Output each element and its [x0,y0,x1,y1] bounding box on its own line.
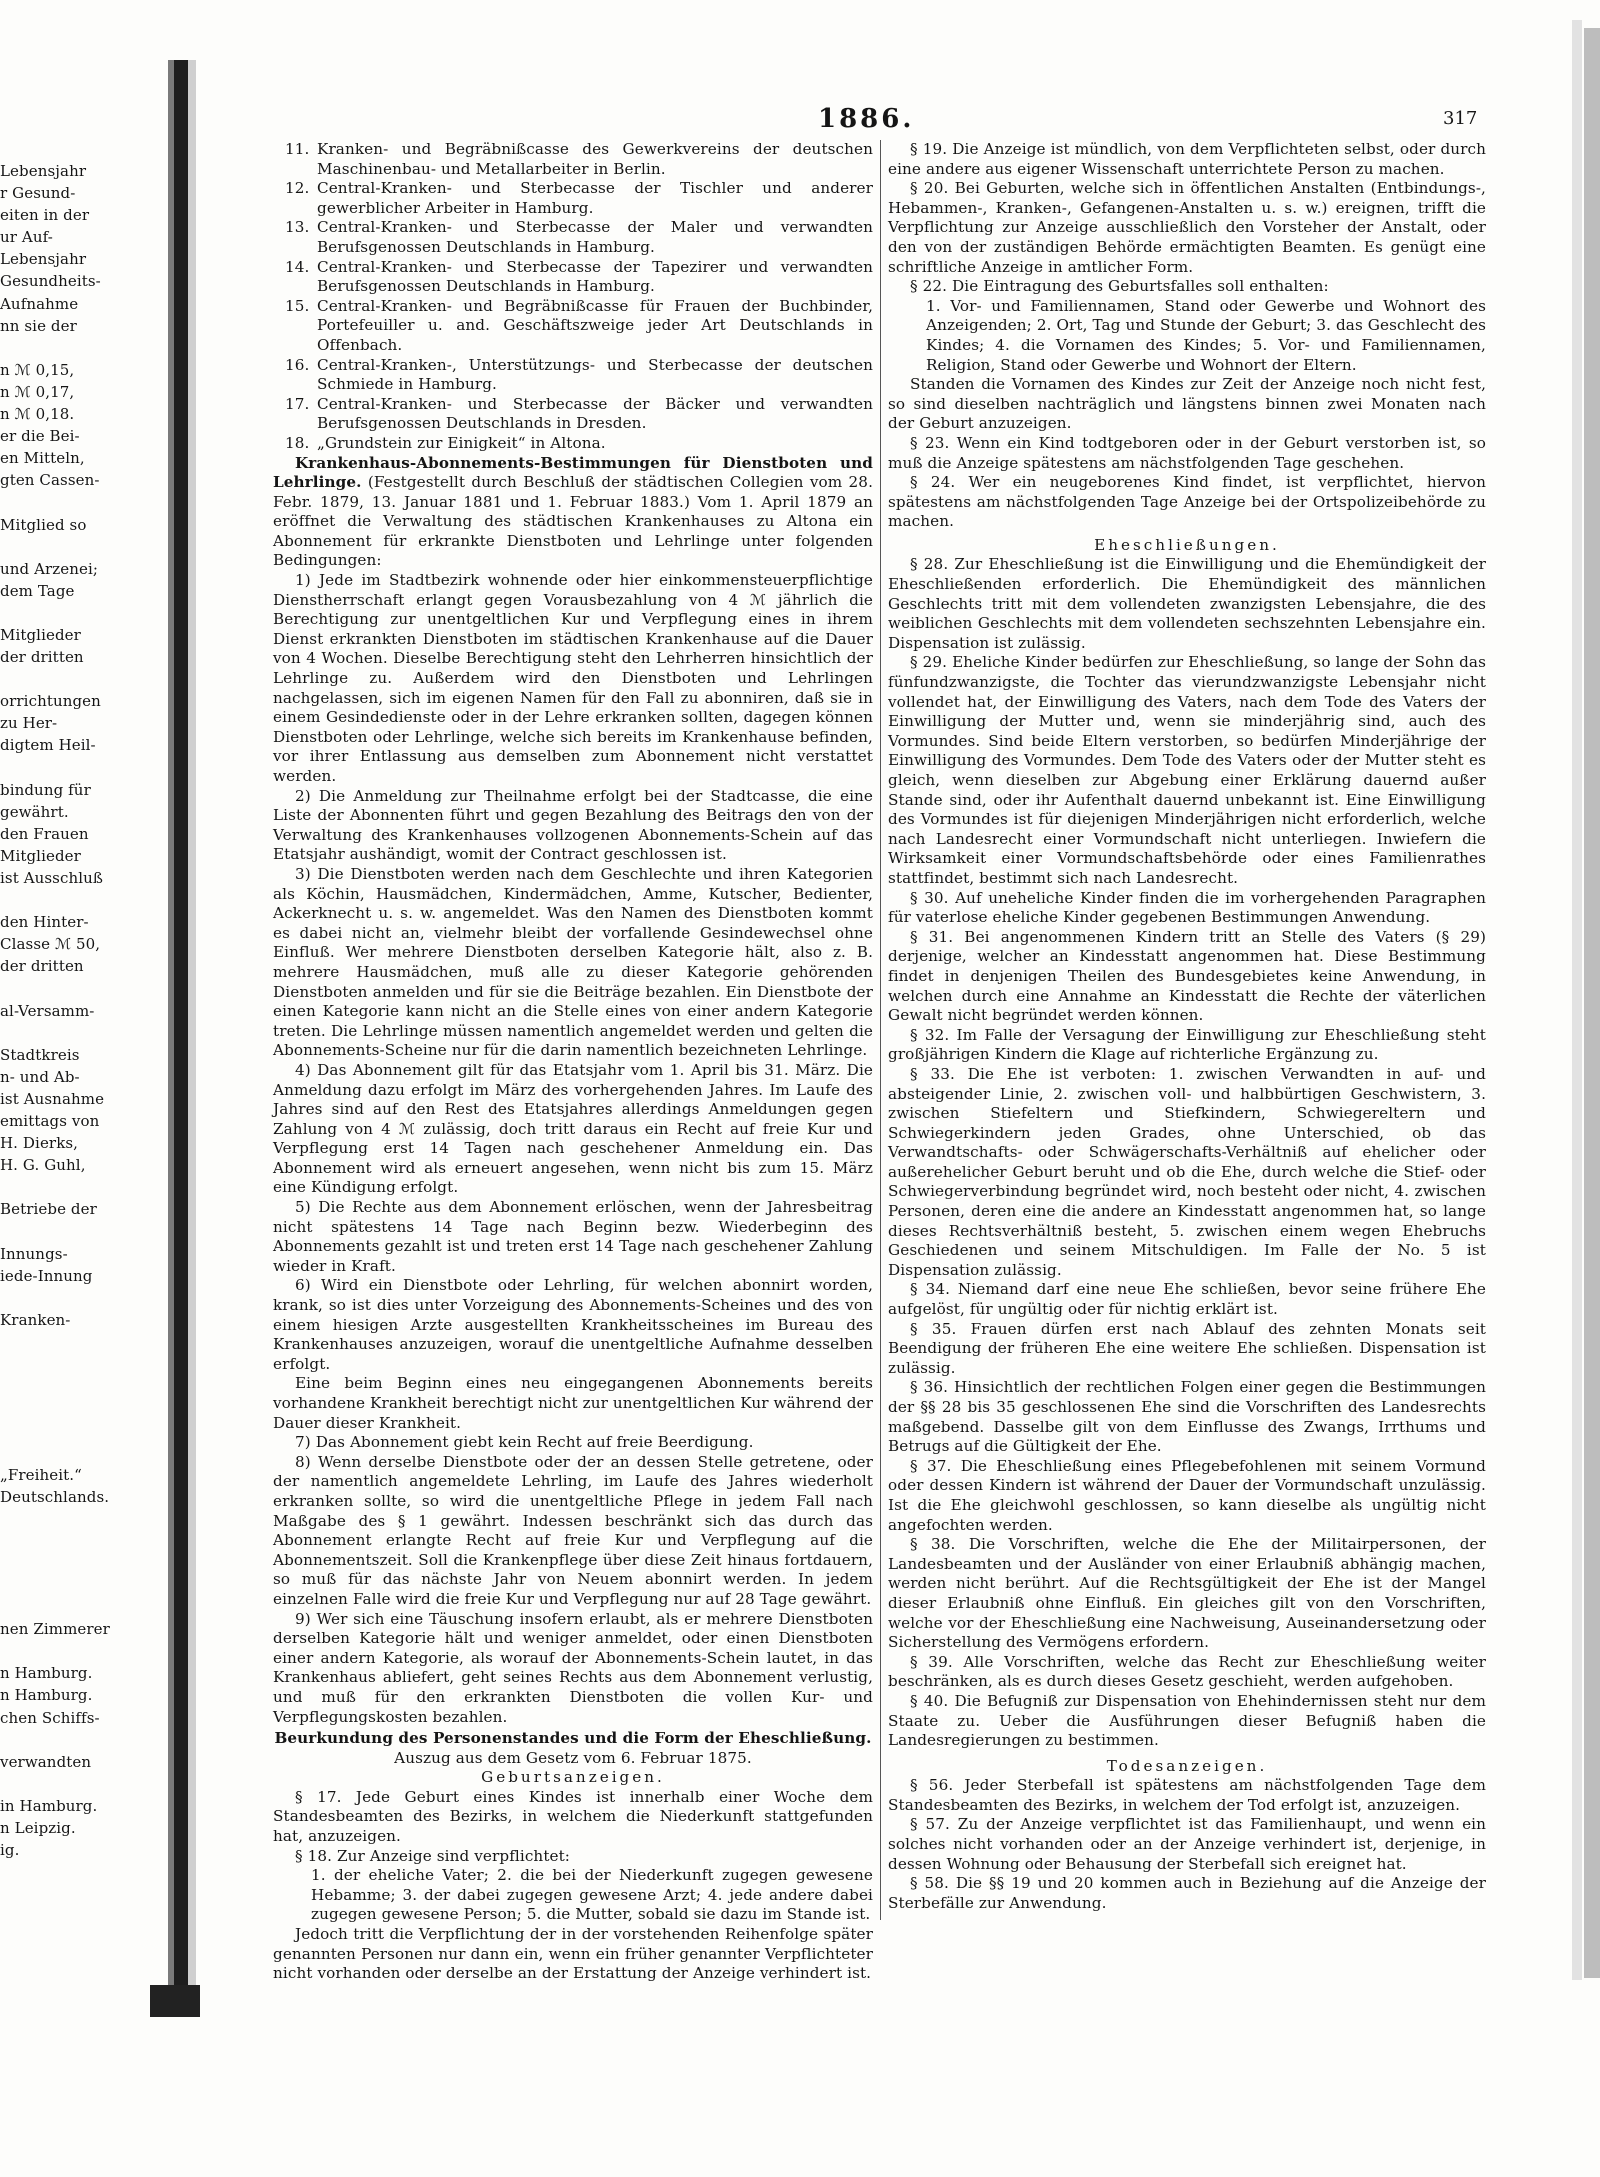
fragment-line [0,1221,118,1243]
ehe-paragraph: § 35. Frauen dürfen erst nach Ablauf des zehnten Monats seit Beendigung der früheren Ehe eine weitere Ehe schließen. Dispensation ist zulässig. [888,1319,1486,1377]
list-item-text: Central-Kranken- und Sterbecasse der Tapezirer und verwandten Berufsgenossen Deutschlands in Hamburg. [317,257,873,296]
fragment-line: n Hamburg. [0,1686,93,1705]
fragment-line: Classe ℳ 50, [0,935,101,954]
fragment-line [0,1640,118,1662]
fragment-line [0,1397,118,1419]
fragment-line: Betriebe der [0,1200,97,1219]
list-item-number: 14. [285,257,310,276]
list-item-text: Central-Kranken- und Sterbecasse der Maler und verwandten Berufsgenossen Deutschlands in Hamburg. [317,218,873,256]
para18-list: 1. der eheliche Vater; 2. die bei der Niederkunft zugegen gewesene Hebamme; 3. der dabei zugegen gewesene Arzt; 4. jede andere dabei zugegen gewesene Person; 5. die Mutter, sobald sie dazu im Stande ist. [311,1866,873,1924]
fragment-line: der dritten [0,957,84,976]
fragment-line [0,1530,118,1552]
krankenhaus-paragraph: 7) Das Abonnement giebt kein Recht auf freie Beerdigung. [295,1433,754,1452]
geburts-paragraph: Standen die Vornamen des Kindes zur Zeit der Anzeige noch nicht fest, so sind dieselben nachträglich und längstens binnen zwei Monaten nach der Geburt anzuzeigen. [888,375,1486,433]
fragment-line [0,757,118,779]
geburts-paragraph: § 20. Bei Geburten, welche sich in öffentlichen Anstalten (Entbindungs-, Hebammen-, Kranken-, Gefangenen-Anstalten u. s. w.) ereignen, trifft die Verpflichtung zur Anzeige ausschließlich den Vorsteher der Anstalt, oder den von der zuständigen Behörde ermächtigten Beamten. Es genügt eine schriftliche Anzeige in amtlicher Form. [888,179,1486,276]
ehe-paragraph: § 29. Eheliche Kinder bedürfen zur Eheschließung, so lange der Sohn das fünfundzwanzigste, die Tochter das vierundzwanzigste Lebensjahr nicht vollendet hat, der Einwilligung des Vaters, nach dem Tode des Vaters der Einwilligung der Mutter und, wenn sie minderjährig sind, auch des Vormundes. Sind beide Eltern verstorben, so bedürfen Minderjährige der Einwilligung des Vormundes. Dem Tode des Vaters oder der Mutter steht es gleich, wenn dieselben zur Abgebung einer Erklärung dauernd außer Stande sind, oder ihr Aufenthalt dauernd unbekannt ist. Eine Einwilligung des Vormundes ist für diejenigen Minderjährigen nicht erforderlich, welche nach Landesrecht einer Vormundschaft nicht unterliegen. Inwiefern die Wirksamkeit einer Vormundschaftsbehörde oder eines Familienrathes stattfindet, bestimmt sich nach Landesrecht. [888,653,1486,887]
krankenhaus-rules [273,571,873,1727]
fragment-line: Lebensjahr [0,250,87,269]
fragment-line [0,1331,118,1353]
fragment-line [0,1419,118,1441]
list-item-number: 18. [285,433,310,452]
fragment-line [0,1773,118,1795]
fragment-line: den Hinter- [0,913,89,932]
fragment-line: orrichtungen [0,692,101,711]
krankenhaus-paragraph: 4) Das Abonnement gilt für das Etatsjahr vom 1. April bis 31. März. Die Anmeldung dazu erfolgt im März des vorhergehenden Jahres. Im Laufe des Jahres sind auf den Rest des Etatsjahres allerdings Anmeldungen gegen Zahlung von 4 ℳ zulässig, doch tritt daraus ein Recht auf freie Kur und Verpflegung erst 14 Tagen nach geschehener Anmeldung ein. Das Abonnement wird als erneuert angesehen, wenn nicht bis zum 15. März eine Kündigung erfolgt. [273,1060,873,1197]
scan-artifact [150,1985,200,2017]
ehe-paragraph: § 31. Bei angenommenen Kindern tritt an Stelle des Vaters (§ 29) derjenige, welcher an Kindesstatt angenommen hat. Diese Bestimmung findet in denjenigen Theilen des Bundesgebietes keine Anwendung, in welchen durch eine Annahme an Kindesstatt die Rechte der väterlichen Gewalt nicht begründet werden können. [888,927,1486,1025]
list-item [273,297,873,356]
column-rule [880,140,881,1920]
krankenhaus-intro-paragraph [273,454,873,572]
krankenhaus-paragraph: 5) Die Rechte aus dem Abonnement erlöschen, wenn der Jahresbeitrag nicht spätestens 14 Tage nach Beginn bezw. Wiederbeginn des Abonnements gezahlt ist und treten erst 14 Tage nach geschehener Zahlung wieder in Kraft. [273,1198,873,1275]
fragment-line [0,668,118,690]
fragment-line [0,491,118,513]
geburts-paragraph: § 19. Die Anzeige ist mündlich, von dem Verpflichteten selbst, oder durch eine andere aus eigener Wissenschaft unterrichtete Person zu machen. [888,140,1486,178]
todesanzeigen-paragraphs [888,1776,1486,1913]
fragment-line: Aufnahme [0,294,79,313]
fragment-line: nen Zimmerer [0,1620,110,1639]
krankenhaus-heading: Krankenhaus-Abonnements-Bestimmungen für Dienstboten und Lehrlinge. [273,453,873,492]
list-item [273,356,873,395]
geburtsanzeigen-paragraphs [273,1788,873,1866]
fragment-line: n ℳ 0,18. [0,405,75,424]
krankenhaus-paragraph: Eine beim Beginn eines neu eingegangenen Abonnements bereits vorhandene Krankheit berechtigt nicht zur unentgeltlichen Kur während der Dauer dieser Krankheit. [273,1374,873,1432]
fragment-line: Mitglied so [0,515,87,534]
krankenhaus-paragraph: 3) Die Dienstboten werden nach dem Geschlechte und ihren Kategorien als Köchin, Hausmädchen, Kindermädchen, Amme, Kutscher, Bedienter, Ackerknecht u. s. w. angemeldet. Was den Namen des Dienstboten kommt es dabei nicht an, vielmehr bleibt der vorfallende Gesindewechsel ohne Einfluß. Wer mehrere Dienstboten derselben Kategorie hält, also z. B. mehrere Hausmädchen, muß alle zu dieser Kategorie gehörenden Dienstboten anmelden und für sie die Beiträge bezahlen. Ein Dienstbote der einen Kategorie kann nicht an die Stelle eines von einer andern Kategorie treten. Die Lehrlinge müssen namentlich angemeldet werden und gelten die Abonnements-Scheine nur für die darin namentlich bezeichneten Lehrlinge. [273,864,873,1060]
fragment-line [0,889,118,911]
list-item-number: 13. [285,218,310,237]
krankenhaus-paragraph: 2) Die Anmeldung zur Theilnahme erfolgt bei der Stadtcasse, die eine Liste der Abonnenten führt und gegen Bezahlung des Beitrags den von der Verwaltung des Krankenhauses vollzogenen Abonnements-Schein auf das Etatsjahr aushändigt, womit der Contract geschlossen ist. [273,786,873,864]
ehe-paragraph: § 32. Im Falle der Versagung der Einwilligung zur Eheschließung steht großjährigen Kindern die Klage auf richterliche Ergänzung zu. [888,1025,1486,1064]
fragment-line [0,1596,118,1618]
fragment-line: ist Ausschluß [0,869,104,887]
ehe-paragraph: § 34. Niemand darf eine neue Ehe schließen, bevor seine frühere Ehe aufgelöst, für ungültig oder für nichtig erklärt ist. [888,1280,1486,1319]
list-item [273,179,873,218]
fragment-line: Kranken- [0,1310,71,1329]
fragment-line: ist Ausnahme [0,1089,105,1108]
fragment-line: n ℳ 0,15, [0,360,75,379]
fragment-line [0,1375,118,1397]
krankenhaus-paragraph: 6) Wird ein Dienstbote oder Lehrling, für welchen abonnirt worden, krank, so ist dies unter Vorzeigung des Abonnements-Scheines und des von einem hiesigen Arzte ausgestellten Krankheitsscheines im Bureau des Krankenhauses anzuzeigen, worauf die unentgeltliche Aufnahme desselben erfolgt. [273,1276,873,1373]
beurkundung-heading: Beurkundung des Personenstandes und die Form der Eheschließung. [274,1729,872,1748]
fragment-line [0,1022,118,1044]
list-item-text: Central-Kranken- und Sterbecasse der Tischler und anderer gewerblicher Arbeiter in Hamburg. [317,179,873,217]
running-header-year: 1886. [818,104,915,134]
eheschliessungen-heading: Eheschließungen. [1094,535,1280,554]
fragment-line [0,1353,118,1375]
list-item [273,395,873,434]
fragment-line: digtem Heil- [0,736,96,755]
geburts-paragraph: § 22. Die Eintragung des Geburtsfalles soll enthalten: [910,277,1329,296]
list-item-text: Kranken- und Begräbnißcasse des Gewerkvereins der deutschen Maschinenbau- und Metallarbeiter in Berlin. [317,140,873,178]
fragment-line: H. Dierks, [0,1134,79,1153]
fragment-line [0,602,118,624]
fragment-line: eiten in der [0,206,90,225]
left-column [273,140,873,1984]
fragment-line [0,1729,118,1751]
fragment-line: r Gesund- [0,184,76,203]
fragment-line [0,1287,118,1309]
fragment-line: in Hamburg. [0,1796,98,1815]
fragment-line [0,1441,118,1463]
fragment-line: H. G. Guhl, [0,1156,86,1175]
fragment-line [0,536,118,558]
list-item-text: „Grundstein zur Einigkeit“ in Altona. [317,433,606,452]
fragment-line: Mitglieder [0,846,81,865]
fragment-line: n Leipzig. [0,1819,76,1838]
krankenhaus-intro: (Festgestellt durch Beschluß der städtischen Collegien vom 28. Febr. 1879, 13. Januar 1881 und 1. Februar 1883.) Vom 1. April 1879 an eröffnet die Verwaltung des städtischen Krankenhauses zu Altona ein Abonnement für erkrankte Dienstboten und Lehrlinge unter folgenden Bedingungen: [273,473,873,570]
fragment-line: bindung für [0,780,91,799]
fragment-line: Deutschlands. [0,1487,110,1506]
fragment-line [0,977,118,999]
list-item-text: Central-Kranken- und Begräbnißcasse für Frauen der Buchbinder, Portefeuiller u. and. Geschäftszweige jeder Art Deutschlands in Offenbach. [317,296,873,354]
list-item [273,434,873,454]
book-gutter [174,60,188,2010]
list-item-text: Central-Kranken-, Unterstützungs- und Sterbecasse der deutschen Schmiede in Hamburg. [317,355,873,394]
list-item-number: 16. [285,355,310,374]
fragment-line: emittags von [0,1112,100,1131]
fragment-line: n Hamburg. [0,1664,93,1683]
ehe-paragraph: § 37. Die Eheschließung eines Pflegebefohlenen mit seinem Vormund oder dessen Kindern ist während der Dauer der Vormundschaft unzulässig. Ist die Ehe gleichwohl geschlossen, so kann dieselbe als ungültig nicht angefochten werden. [888,1456,1486,1534]
geburts-final-paragraphs [888,375,1486,532]
fragment-line [0,1574,118,1596]
fragment-line: dem Tage [0,581,75,600]
ehe-paragraph: § 39. Alle Vorschriften, welche das Recht zur Eheschließung weiter beschränken, als es durch dieses Gesetz geschieht, werden aufgehoben. [888,1652,1486,1691]
fragment-line: den Frauen [0,824,89,843]
beurkundung-subheading: Auszug aus dem Gesetz vom 6. Februar 1875. [394,1748,752,1767]
fragment-line: er die Bei- [0,427,80,446]
fragment-line: Stadtkreis [0,1045,80,1064]
geburts-paragraph: § 23. Wenn ein Kind todtgeboren oder in der Geburt verstorben ist, so muß die Anzeige spätestens am nächstfolgenden Tage geschehen. [888,433,1486,472]
fragment-line [0,1552,118,1574]
fragment-line: Gesundheits- [0,272,101,291]
para22-list: 1. Vor- und Familiennamen, Stand oder Gewerbe und Wohnort des Anzeigenden; 2. Ort, Tag und Stunde der Geburt; 3. das Geschlecht des Kindes; 4. die Vornamen des Kindes; 5. Vor- und Familiennamen, Religion, Stand oder Gewerbe und Wohnort der Eltern. [926,296,1486,374]
fragment-line: nn sie der [0,316,77,335]
para18-tail: Jedoch tritt die Verpflichtung der in der vorstehenden Reihenfolge später genannten Personen nur dann ein, wenn ein früher genannter Verpflichteter nicht vorhanden oder derselbe an der Erstattung der Anzeige verhindert ist. [273,1925,873,1983]
fragment-line [0,337,118,359]
fragment-line: iede-Innung [0,1266,93,1285]
list-item-number: 11. [285,140,310,158]
previous-page-fragment [0,160,118,1861]
fragment-line: n ℳ 0,17, [0,382,75,401]
fragment-line: „Freiheit.“ [0,1465,82,1484]
list-item-number: 17. [285,394,310,413]
fragment-line: gewährt. [0,802,69,821]
fragment-line [0,1508,118,1530]
fragment-line: gten Cassen- [0,471,100,490]
ehe-paragraph: § 28. Zur Eheschließung ist die Einwilligung und die Ehemündigkeit der Eheschließenden erforderlich. Die Ehemündigkeit des männlichen Geschlechts tritt mit dem vollendeten zwanzigsten Lebensjahre, die des weiblichen Geschlechts mit dem vollendeten sechszehnten Lebensjahre ein. Dispensation ist zulässig. [888,555,1486,652]
list-item-number: 12. [285,179,310,198]
krankenhaus-paragraph: 9) Wer sich eine Täuschung insofern erlaubt, als er mehrere Dienstboten derselben Kategorie hält und weniger anmeldet, oder einen Dienstboten einer andern Kategorie, als worauf der Abonnements-Schein lautet, in das Krankenhaus abliefert, geht seines Rechts aus dem Abonnement verlustig, und muß für den erkrankten Dienstboten die vollen Kur- und Verpflegungskosten bezahlen. [273,1609,873,1726]
eheschliessungen-paragraphs [888,555,1486,1750]
page-edge-shadow [1572,20,1582,1980]
list-item [273,258,873,297]
page-edge [1584,28,1600,1978]
fragment-line: Innungs- [0,1244,68,1263]
krankenhaus-paragraph: 8) Wenn derselbe Dienstbote oder der an dessen Stelle getretene, oder der namentlich angemeldete Lehrling, im Laufe des Jahres wiederholt erkranken sollte, so wird die unentgeltliche Pflege in jedem Fall nach Maßgabe des § 1 gewährt. Indessen beschränkt sich das durch das Abonnement erlangte Recht auf freie Kur und Verpflegung auf die Abonnementszeit. Soll die Krankenpflege über diese Zeit hinaus fortdauern, so muß für das nächste Jahr von Neuem abonnirt werden. In jedem einzelnen Falle wird die freie Kur und Verpflegung nur auf 28 Tage gewährt. [273,1452,873,1608]
fragment-line: verwandten [0,1752,92,1771]
fragment-line [0,1176,118,1198]
book-gutter-highlight [188,60,196,2010]
fragment-line: en Mitteln, [0,449,85,468]
todes-paragraph: § 58. Die §§ 19 und 20 kommen auch in Beziehung auf die Anzeige der Sterbefälle zur Anwendung. [888,1874,1486,1912]
right-column [888,140,1486,1913]
page-number: 317 [1443,108,1478,129]
fragment-line: der dritten [0,648,84,667]
todes-paragraph: § 57. Zu der Anzeige verpflichtet ist das Familienhaupt, und wenn ein solches nicht vorhanden oder an der Anzeige verhindert ist, derjenige, in dessen Wohnung oder Behausung der Sterbefall sich ereignet hat. [888,1815,1486,1873]
association-list [273,140,873,454]
fragment-line: Mitglieder [0,625,81,644]
geburts-continued-paragraphs [888,140,1486,297]
ehe-paragraph: § 33. Die Ehe ist verboten: 1. zwischen Verwandten in auf- und absteigender Linie, 2. zwischen voll- und halbbürtigen Geschwistern, 3. zwischen Stiefeltern und Stiefkindern, Schwiegereltern und Schwiegerkindern jeden Grades, ohne Unterschied, ob das Verwandtschafts- oder Schwägerschafts-Verhältniß auf ehelicher oder außerehelicher Geburt beruht und ob die Ehe, durch welche die Stief- oder Schwiegerverbindung begründet wird, noch besteht oder nicht, 4. zwischen Personen, deren eine die andere an Kindesstatt angenommen hat, so lange dieses Rechtsverhältniß besteht, 5. zwischen einem wegen Ehebruchs Geschiedenen und seinem Mitschuldigen. Im Falle der No. 5 ist Dispensation zulässig. [888,1064,1486,1279]
geburts-paragraph: § 17. Jede Geburt eines Kindes ist innerhalb einer Woche dem Standesbeamten des Bezirks, in welchem die Niederkunft stattgefunden hat, anzuzeigen. [273,1787,873,1846]
geburts-paragraph: § 24. Wer ein neugeborenes Kind findet, ist verpflichtet, hiervon spätestens am nächstfolgenden Tage Anzeige bei der Ortspolizeibehörde zu machen. [888,473,1486,531]
list-item [273,218,873,257]
ehe-paragraph: § 36. Hinsichtlich der rechtlichen Folgen einer gegen die Bestimmungen der §§ 28 bis 35 geschlossenen Ehe sind die Vorschriften des Landesrechts maßgebend. Dasselbe gilt von dem Einflusse des Zwangs, Irrthums und Betrugs auf die Gültigkeit der Ehe. [888,1378,1486,1456]
list-item-text: Central-Kranken- und Sterbecasse der Bäcker und verwandten Berufsgenossen Deutschlands in Dresden. [317,394,873,433]
ehe-paragraph: § 30. Auf uneheliche Kinder finden die im vorhergehenden Paragraphen für vaterlose eheliche Kinder gegebenen Bestimmungen Anwendung. [888,888,1486,927]
fragment-line: chen Schiffs- [0,1708,100,1727]
fragment-line: zu Her- [0,714,58,733]
ehe-paragraph: § 38. Die Vorschriften, welche die Ehe der Militairpersonen, der Landesbeamten und der Ausländer von einer Erlaubniß abhängig machen, werden nicht berührt. Auf die Rechtsgültigkeit der Ehe ist der Mangel dieser Erlaubniß ohne Einfluß. Ein gleiches gilt von den Vorschriften, welche vor der Eheschließung eine Nachweisung, Auseinandersetzung oder Sicherstellung des Vermögens erfordern. [888,1535,1486,1652]
todesanzeigen-heading: Todesanzeigen. [1106,1756,1268,1775]
fragment-line: ur Auf- [0,228,53,247]
todes-paragraph: § 56. Jeder Sterbefall ist spätestens am nächstfolgenden Tage dem Standesbeamten des Bezirks, in welchem der Tod erfolgt ist, anzuzeigen. [888,1776,1486,1814]
fragment-line: und Arzenei; [0,559,99,578]
krankenhaus-paragraph: 1) Jede im Stadtbezirk wohnende oder hier einkommensteuerpflichtige Dienstherrschaft erlangt gegen Vorausbezahlung von 4 ℳ jährlich die Berechtigung zur unentgeltlichen Kur und Verpflegung eines in ihrem Dienst erkrankten Dienstboten im städtischen Krankenhause auf die Dauer von 4 Wochen. Dieselbe Berechtigung steht den Lehrherren hinsichtlich der Lehrlinge zu. Außerdem wird den Dienstboten und Lehrlingen nachgelassen, sich im eigenen Namen für den Fall zu abonniren, daß sie in einem Gesindedienste oder in der Lehre erkranken sollten, dagegen können Dienstboten oder Lehrlinge, welche sich bereits im Krankenhause befinden, vor ihrer Entlassung aus demselben zum Abonnement nicht verstattet werden. [273,571,873,785]
fragment-line: al-Versamm- [0,1001,95,1020]
fragment-line: ig. [0,1841,20,1860]
geburtsanzeigen-heading: Geburtsanzeigen. [481,1768,665,1787]
ehe-paragraph: § 40. Die Befugniß zur Dispensation von Ehehindernissen steht nur dem Staate zu. Ueber die Ausführungen dieser Befugniß haben die Landesregierungen zu bestimmen. [888,1691,1486,1750]
fragment-line: Lebensjahr [0,162,87,180]
fragment-line: n- und Ab- [0,1067,80,1086]
geburts-paragraph: § 18. Zur Anzeige sind verpflichtet: [295,1846,571,1865]
list-item-number: 15. [285,296,310,315]
list-item [273,140,873,179]
